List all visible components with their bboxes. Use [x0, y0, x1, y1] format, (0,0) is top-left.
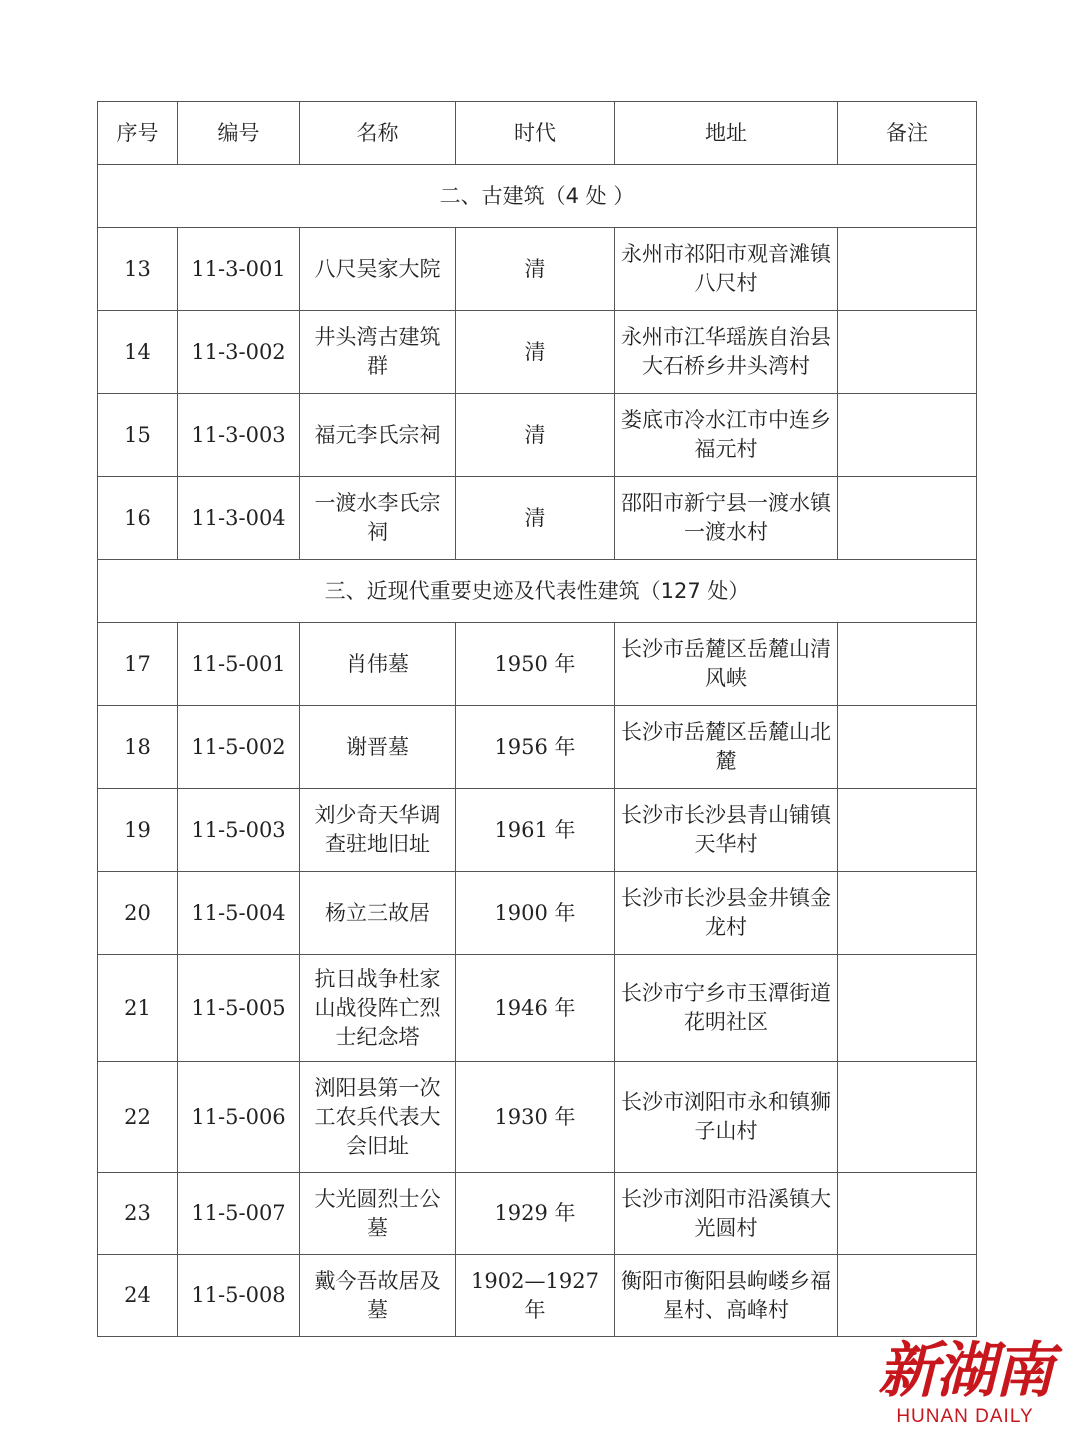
- header-no: 序号: [98, 102, 178, 165]
- cell-no: 22: [98, 1062, 178, 1173]
- table-row: [98, 477, 977, 560]
- cell-code: 11-5-008: [178, 1255, 300, 1337]
- cell-no: 24: [98, 1255, 178, 1337]
- cell-note: [838, 394, 977, 477]
- cell-era: 清: [456, 394, 615, 477]
- cell-note: [838, 1173, 977, 1255]
- cell-note: [838, 955, 977, 1062]
- cell-era: 1950 年: [456, 623, 615, 706]
- header-address: 地址: [615, 102, 838, 165]
- header-note: 备注: [838, 102, 977, 165]
- table-row: [98, 955, 977, 1062]
- table-row: [98, 394, 977, 477]
- cell-address: 永州市祁阳市观音滩镇八尺村: [615, 228, 838, 311]
- cell-no: 14: [98, 311, 178, 394]
- cell-address: 长沙市长沙县青山铺镇天华村: [615, 789, 838, 872]
- cell-address: 长沙市浏阳市沿溪镇大光圆村: [615, 1173, 838, 1255]
- cell-address: 长沙市长沙县金井镇金龙村: [615, 872, 838, 955]
- header-code: 编号: [178, 102, 300, 165]
- cell-no: 18: [98, 706, 178, 789]
- cell-address: 永州市江华瑶族自治县大石桥乡井头湾村: [615, 311, 838, 394]
- cell-code: 11-5-003: [178, 789, 300, 872]
- cell-code: 11-5-001: [178, 623, 300, 706]
- header-era: 时代: [456, 102, 615, 165]
- cell-no: 19: [98, 789, 178, 872]
- cell-code: 11-3-004: [178, 477, 300, 560]
- cell-code: 11-3-003: [178, 394, 300, 477]
- hunan-daily-watermark: [870, 1336, 1060, 1428]
- cell-name: 井头湾古建筑群: [300, 311, 456, 394]
- cell-note: [838, 1255, 977, 1337]
- cell-address: 邵阳市新宁县一渡水镇一渡水村: [615, 477, 838, 560]
- cell-name: 八尺吴家大院: [300, 228, 456, 311]
- header-row: [98, 102, 977, 165]
- cell-code: 11-3-001: [178, 228, 300, 311]
- table-row: [98, 1062, 977, 1173]
- cell-era: 1930 年: [456, 1062, 615, 1173]
- cell-era: 清: [456, 477, 615, 560]
- cell-code: 11-5-004: [178, 872, 300, 955]
- section-row: [98, 165, 977, 228]
- cell-code: 11-5-002: [178, 706, 300, 789]
- watermark-brand: HUNAN DAILY: [896, 1406, 1034, 1427]
- relics-table: [97, 101, 977, 1337]
- cell-no: 23: [98, 1173, 178, 1255]
- table-row: [98, 789, 977, 872]
- cell-code: 11-3-002: [178, 311, 300, 394]
- cell-name: 戴今吾故居及墓: [300, 1255, 456, 1337]
- cell-name: 刘少奇天华调查驻地旧址: [300, 789, 456, 872]
- cell-name: 一渡水李氏宗祠: [300, 477, 456, 560]
- cell-address: 长沙市浏阳市永和镇狮子山村: [615, 1062, 838, 1173]
- cell-address: 衡阳市衡阳县岣嵝乡福星村、高峰村: [615, 1255, 838, 1337]
- table-row: [98, 872, 977, 955]
- cell-era: 清: [456, 228, 615, 311]
- cell-era: 1956 年: [456, 706, 615, 789]
- cell-no: 17: [98, 623, 178, 706]
- cell-code: 11-5-006: [178, 1062, 300, 1173]
- cell-era: 1946 年: [456, 955, 615, 1062]
- cell-address: 长沙市岳麓区岳麓山北麓: [615, 706, 838, 789]
- cell-note: [838, 872, 977, 955]
- cell-code: 11-5-005: [178, 955, 300, 1062]
- cell-era: 1929 年: [456, 1173, 615, 1255]
- cell-name: 肖伟墓: [300, 623, 456, 706]
- cell-address: 长沙市岳麓区岳麓山清风峡: [615, 623, 838, 706]
- cell-note: [838, 311, 977, 394]
- cell-name: 抗日战争杜家山战役阵亡烈士纪念塔: [300, 955, 456, 1062]
- cell-name: 浏阳县第一次工农兵代表大会旧址: [300, 1062, 456, 1173]
- cell-no: 15: [98, 394, 178, 477]
- table-row: [98, 311, 977, 394]
- watermark-logo: 新湖南: [878, 1336, 1052, 1406]
- header-name: 名称: [300, 102, 456, 165]
- cell-code: 11-5-007: [178, 1173, 300, 1255]
- cell-note: [838, 477, 977, 560]
- cell-note: [838, 623, 977, 706]
- section-title: 二、古建筑（4 处 ）: [98, 165, 977, 228]
- cell-note: [838, 228, 977, 311]
- cell-name: 谢晋墓: [300, 706, 456, 789]
- section-row: [98, 560, 977, 623]
- section-title: 三、近现代重要史迹及代表性建筑（127 处）: [98, 560, 977, 623]
- table-row: [98, 228, 977, 311]
- table-row: [98, 706, 977, 789]
- cell-name: 杨立三故居: [300, 872, 456, 955]
- cell-note: [838, 1062, 977, 1173]
- cell-era: 1900 年: [456, 872, 615, 955]
- cell-address: 娄底市冷水江市中连乡福元村: [615, 394, 838, 477]
- cell-no: 21: [98, 955, 178, 1062]
- cell-no: 16: [98, 477, 178, 560]
- cell-era: 清: [456, 311, 615, 394]
- cell-era: 1961 年: [456, 789, 615, 872]
- cell-name: 大光圆烈士公墓: [300, 1173, 456, 1255]
- cell-note: [838, 706, 977, 789]
- cell-no: 13: [98, 228, 178, 311]
- table-row: [98, 1255, 977, 1337]
- cell-name: 福元李氏宗祠: [300, 394, 456, 477]
- table-row: [98, 623, 977, 706]
- cell-no: 20: [98, 872, 178, 955]
- cell-address: 长沙市宁乡市玉潭街道花明社区: [615, 955, 838, 1062]
- cell-note: [838, 789, 977, 872]
- cell-era: 1902—1927 年: [456, 1255, 615, 1337]
- table-row: [98, 1173, 977, 1255]
